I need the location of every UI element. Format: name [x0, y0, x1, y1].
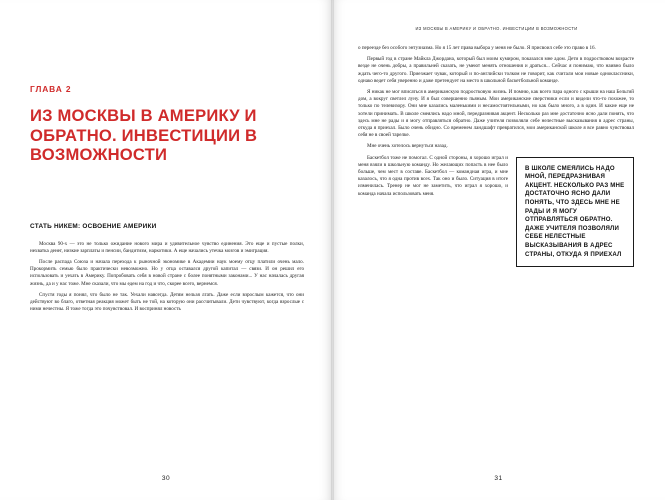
page-number: 30 — [161, 475, 171, 482]
page-title: ИЗ МОСКВЫ В АМЕРИКУ И ОБРАТНО. ИНВЕСТИЦИИ В ВОЗМОЖНОСТИ — [30, 106, 258, 164]
left-body-column — [30, 223, 304, 314]
left-page — [0, 0, 332, 500]
paragraph: Москва 90-х — это не только ожидание нового мира и удивительное чувство единения. Это еще и пустые полки, нехватка денег, низкие зарплаты и пенсии, бандитизм, наркотики. А еще начались утечка мозгов и эмиграция. — [30, 240, 304, 254]
paragraph: о переезде без особого энтузиазма. Но я 15 лет права выбора у меня не было. Я присвоил себе это право в 16. — [358, 45, 596, 51]
right-body-column — [358, 45, 634, 258]
right-page — [332, 0, 665, 500]
paragraph: После распада Союза и начала перехода к рыночной экономике в Академии наук моему отцу платили очень мало. Прокормить семью было практически невозможно. Но у отца оставался другой капитал — связи. И он решил его использовать и уехать в Америку. Попробовать себя в новой стране с более понятными законами... У нас началась другая жизнь, да и у нас тоже. Мне сказали, что мы едем на год и что, скорее всего, вернемся. — [30, 258, 304, 287]
section-heading: СТАТЬ НИКЕМ: ОСВОЕНИЕ АМЕРИКИ — [30, 222, 157, 230]
pull-quote: В ШКОЛЕ СМЕЯЛИСЬ НАДО МНОЙ, ПЕРЕДРАЗНИВАЯ АКЦЕНТ. НЕСКОЛЬКО РАЗ МНЕ ДОСТАТОЧНО ЯСНО ДАЛИ ПОНЯТЬ, ЧТО ЗДЕСЬ МНЕ НЕ РАДЫ И Я МОГУ ОТПРАВЛЯТЬСЯ ОБРАТНО. ДАЖЕ УЧИТЕЛЯ ПОЗВОЛЯЛИ СЕБЕ НЕЛЕСТНЫЕ ВЫСКАЗЫВАНИЯ В АДРЕС СТРАНЫ, ОТКУДА Я ПРИЕХАЛ — [516, 157, 634, 268]
paragraph: Я никак не мог вписаться в американскую подростковую жизнь. И помню, как всего пара одного с крыши на наш Бельгий дом, а вокруг светлел луну. И я был совершенно пьяным. Мои американские сверстники если и видели что-то похожее, то только по телевизору. Они мне казались маленькими и несамостоятельными, но как было много, а в один. И какие еще не хотели принимать. В школе смеялись надо мной, передразнивая акцент. Несколько раз мне достаточно ясно дали понять, что здесь мне не рады и я могу отправляться обратно. Даже учителя позволяли себе нелестные высказывания в адрес страны, откуда я приехал. Было очень обидно. Со временем ландшафт превратился, мои американской школе я все равно чувствовал себя не в своей тарелке. — [358, 89, 634, 139]
page-number: 31 — [494, 475, 503, 482]
paragraph: Мне очень хотелось вернуться назад. — [367, 143, 448, 150]
paragraph: Спустя годы я понял, что было не так. Уехали навсегда. Детям нельзя лгать. Даже если взрослым кажется, что они действуют во благо, ответная реакция может быть не той, на которую они рассчитывали. Дети чувствуют, когда взрослые с ними нечестны. Я тоже тогда это почувствовал. И воспринял новость — [30, 291, 304, 313]
paragraph: Баскетбол тоже не помогал. С одной стороны, я хорошо играл и меня взяли в школьную команду. Но желающих попасть в нее было больше, чем мест в составе. Баскетбол — командная игра, и мне казалось, что я одна против всех. Так оно и было. Ситуация в итоге изменилась. Тренер не мог не заметить, что играл я хорошо, и команда начала использовать меня. — [358, 154, 508, 197]
chapter-label: ГЛАВА 2 — [30, 84, 72, 94]
paragraph: Первый год в стране Майкла Джордана, который был моим кумиром, показался мне адом. Дети в подростковом возрасте везде не очень добры, а правильней сказать, не умеют менять отношения и драться... Сейчас я понимаю, что наивно было ждать чего-то другого. Приезжает чувак, который и по-английски толком не говорит, как считали мои новые одноклассники, однако ведет себя уверенно и даже претендует на место в школьной баскетбольной команде. — [358, 56, 634, 84]
right-running-head: ИЗ МОСКВЫ В АМЕРИКУ И ОБРАТНО. ИНВЕСТИЦИИ В ВОЗМОЖНОСТИ — [415, 26, 578, 31]
